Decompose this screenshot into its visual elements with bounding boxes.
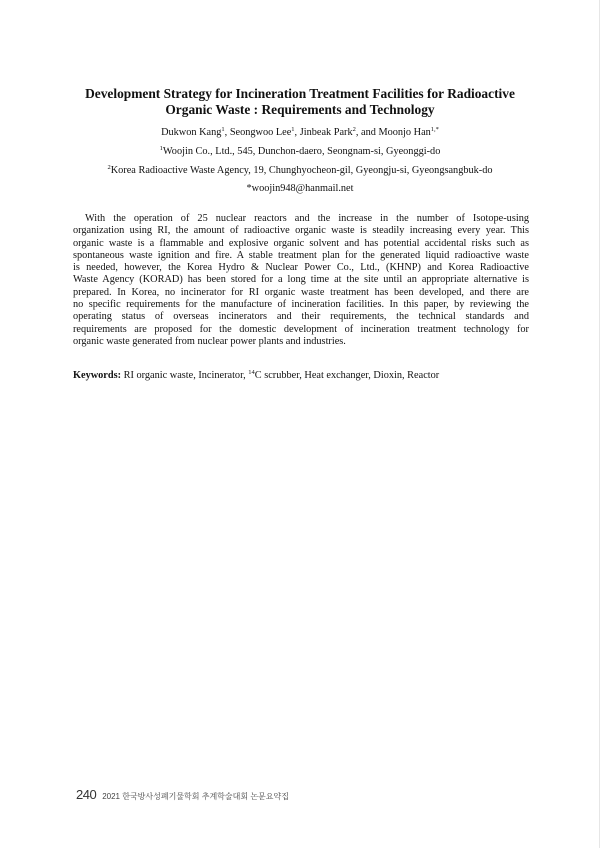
affiliation-mark: 1	[159, 145, 163, 152]
abstract-line: requirements are proposed for the domestic development of incineration treatment technology for	[73, 323, 529, 335]
page-number: 240	[76, 787, 97, 802]
keywords-label: Keywords:	[73, 370, 122, 381]
affiliation-text: Woojin Co., Ltd., 545, Dunchon-daero, Seongnam-si, Gyeonggi-do	[162, 146, 441, 157]
abstract-line: organization using RI, the amount of radioactive organic waste is steadily increasing every year. This	[73, 225, 529, 237]
isotope-mass-number: 14	[248, 369, 255, 376]
author-list: Dukwon Kang$^1$, Seongwoo Lee$^1$, Jinbeak Park$^2$, and Moonjo Han$^{1,*}$	[161, 126, 439, 138]
affiliation-text: Korea Radioactive Waste Agency, 19, Chunghyocheon-gil, Gyeongju-si, Gyeongsangbuk-do	[110, 165, 493, 176]
page-footer	[76, 786, 289, 804]
abstract-line: organic waste generated from nuclear power plants and industries.	[73, 335, 346, 347]
author-name: Jinbeak Park	[299, 127, 353, 138]
abstract-line: no specific requirements for the manufacture of incineration facilities. In this paper, by reviewing the	[73, 299, 529, 311]
title-line-2: Organic Waste : Requirements and Technology	[165, 102, 435, 117]
author-name: Moonjo Han	[378, 127, 431, 138]
affiliation-mark: 2	[107, 164, 111, 171]
abstract-line: prepared. In Korea, no incinerator for RI organic waste treatment has been developed, and there are	[73, 286, 529, 298]
affiliation-1	[70, 146, 530, 158]
keywords-text: RI organic waste, Incinerator,	[121, 370, 249, 381]
abstract-line: is needed, however, the Korea Hydro & Nuclear Power Co., Ltd., (KHNP) and Korea Radioactive	[73, 262, 529, 274]
abstract	[73, 213, 529, 348]
abstract-line: operating status of overseas incinerators and their requirements, the technical standards and	[73, 311, 529, 323]
proceedings-title: 2021 한국방사성폐기물학회 추계학술대회 논문요약집	[102, 792, 289, 801]
abstract-line: organic waste is a flammable and explosive organic solvent and has potential accidental risks such as	[73, 237, 529, 249]
paper-title	[70, 86, 530, 118]
author-affiliation-mark: 2	[352, 126, 356, 133]
abstract-line: With the operation of 25 nuclear reactors and the increase in the number of Isotope-using	[85, 213, 529, 224]
abstract-line: Waste Agency (KORAD) has been stored for a long time at the site until an appropriate alternative is	[73, 274, 529, 286]
author-name: Seongwoo Lee	[229, 127, 292, 138]
abstract-line: spontaneous waste ignition and fire. A stable treatment plan for the generated liquid radioactive waste	[73, 249, 529, 261]
author-affiliation-mark: 1	[221, 126, 225, 133]
corresponding-email: *woojin948@hanmail.net	[246, 183, 354, 194]
keywords	[73, 370, 529, 382]
author-affiliation-mark: 1	[291, 126, 295, 133]
author-affiliation-mark: 1,*	[430, 126, 439, 133]
title-line-1: Development Strategy for Incineration Treatment Facilities for Radioactive	[85, 86, 515, 101]
keywords-text-continued: C scrubber, Heat exchanger, Dioxin, Reactor	[254, 370, 440, 381]
author-name: Dukwon Kang	[161, 127, 222, 138]
affiliation-2	[70, 165, 530, 177]
